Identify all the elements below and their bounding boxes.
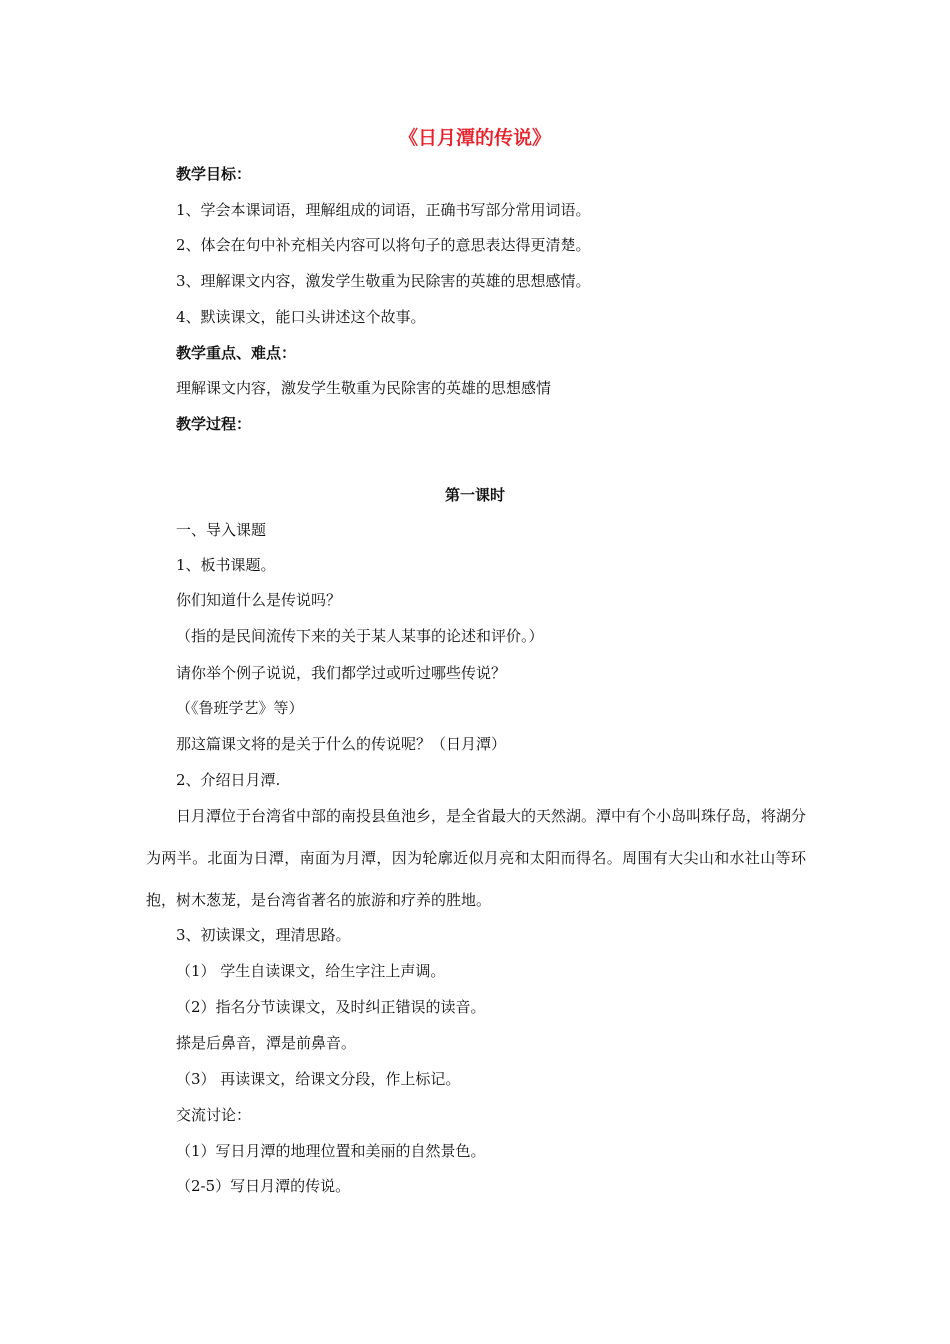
body-line: 你们知道什么是传说吗？: [176, 591, 342, 609]
document-title: 《日月潭的传说》: [398, 127, 551, 149]
body-line: 交流讨论：: [176, 1106, 252, 1124]
objective-item: 2、体会在句中补充相关内容可以将句子的意思表达得更清楚。: [176, 236, 591, 254]
body-line: （2）指名分节读课文，及时纠正错误的读音。: [176, 998, 486, 1016]
lesson-title: 第一课时: [444, 486, 505, 504]
intro-paragraph: 日月潭位于台湾省中部的南投县鱼池乡，是全省最大的天然湖。潭中有个小岛叫珠仔岛，将湖分为两半。北面为日潭，南面为月潭，因为轮廓近似月亮和太阳而得名。周围有大尖山和水社山等环抱，树木葱茏，是台湾省著名的旅游和疗养的胜地。: [146, 807, 807, 909]
body-line: （《鲁班学艺》等）: [176, 699, 304, 717]
body-line: 请你举个例子说说，我们都学过或听过哪些传说？: [176, 664, 507, 682]
body-line: 1、板书课题。: [176, 556, 276, 574]
objectives-heading: 教学目标：: [176, 165, 252, 183]
process-heading: 教学过程：: [176, 415, 252, 433]
body-line: 搽是后鼻音，潭是前鼻音。: [176, 1034, 357, 1052]
body-line: 那这篇课文将的是关于什么的传说呢？（日月潭）: [176, 735, 507, 753]
objective-item: 4、默读课文，能口头讲述这个故事。: [176, 308, 426, 326]
body-line: （1） 学生自读课文，给生字注上声调。: [176, 962, 446, 980]
body-line: （3） 再读课文，给课文分段，作上标记。: [176, 1070, 461, 1088]
body-line: 2、介绍日月潭.: [176, 771, 281, 789]
objective-item: 3、理解课文内容，激发学生敬重为民除害的英雄的思想感情。: [176, 272, 591, 290]
objective-item: 1、学会本课词语，理解组成的词语，正确书写部分常用词语。: [176, 201, 591, 219]
body-line: 3、初读课文，理清思路。: [176, 926, 351, 944]
body-line: 一、导入课题: [176, 521, 267, 539]
body-line: （1）写日月潭的地理位置和美丽的自然景色。: [176, 1142, 486, 1160]
body-line: （2-5）写日月潭的传说。: [176, 1177, 351, 1195]
body-line: （指的是民间流传下来的关于某人某事的论述和评价。）: [176, 627, 544, 645]
keypoints-heading: 教学重点、难点：: [176, 344, 297, 362]
keypoints-text: 理解课文内容，激发学生敬重为民除害的英雄的思想感情: [176, 379, 552, 397]
